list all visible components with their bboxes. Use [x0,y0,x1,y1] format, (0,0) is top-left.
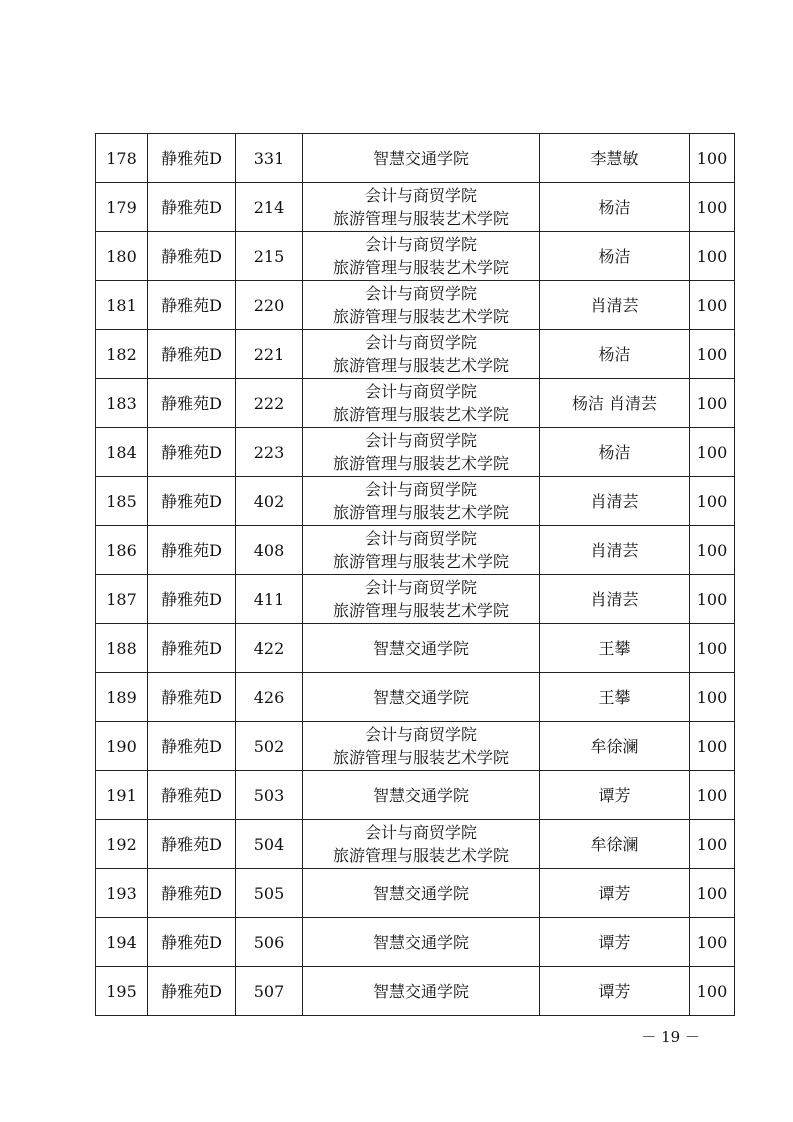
cell-number: 186 [96,526,148,575]
table-row [96,918,735,967]
cell-person: 李慧敏 [540,134,690,183]
cell-building: 静雅苑D [148,477,236,526]
cell-building: 静雅苑D [148,281,236,330]
cell-college [303,477,540,526]
cell-number: 184 [96,428,148,477]
cell-person: 杨洁 [540,428,690,477]
cell-score: 100 [690,477,735,526]
cell-room: 214 [236,183,303,232]
cell-score: 100 [690,428,735,477]
table-row [96,183,735,232]
cell-number: 194 [96,918,148,967]
cell-room: 504 [236,820,303,869]
cell-building: 静雅苑D [148,183,236,232]
cell-room: 215 [236,232,303,281]
table-row [96,281,735,330]
college-name: 会计与商贸学院 [364,382,477,401]
cell-number: 191 [96,771,148,820]
cell-number: 193 [96,869,148,918]
cell-room: 220 [236,281,303,330]
college-name: 会计与商贸学院 [364,823,477,842]
college-name: 会计与商贸学院 [364,235,477,254]
table-row [96,624,735,673]
cell-college [303,134,540,183]
college-name: 智慧交通学院 [372,148,469,168]
cell-college [303,771,540,820]
cell-building: 静雅苑D [148,624,236,673]
dormitory-score-table [95,133,735,1016]
cell-person: 杨洁 [540,330,690,379]
table-row [96,869,735,918]
college-name: 智慧交通学院 [372,981,469,1001]
cell-person: 肖清芸 [540,477,690,526]
table-row [96,330,735,379]
cell-college [303,281,540,330]
cell-person: 杨洁 [540,232,690,281]
cell-college [303,428,540,477]
cell-person: 杨洁 [540,183,690,232]
college-name: 旅游管理与服装艺术学院 [332,307,509,326]
cell-room: 503 [236,771,303,820]
college-name: 会计与商贸学院 [364,284,477,303]
cell-building: 静雅苑D [148,526,236,575]
cell-college [303,379,540,428]
cell-room: 222 [236,379,303,428]
cell-person: 肖清芸 [540,281,690,330]
cell-college [303,918,540,967]
cell-person: 谭芳 [540,967,690,1016]
cell-room: 402 [236,477,303,526]
cell-number: 182 [96,330,148,379]
cell-building: 静雅苑D [148,722,236,771]
cell-room: 411 [236,575,303,624]
cell-building: 静雅苑D [148,330,236,379]
college-name: 会计与商贸学院 [364,578,477,597]
college-name: 智慧交通学院 [372,883,469,903]
cell-building: 静雅苑D [148,575,236,624]
college-name: 旅游管理与服装艺术学院 [332,454,509,473]
cell-building: 静雅苑D [148,967,236,1016]
cell-room: 505 [236,869,303,918]
cell-person: 王攀 [540,673,690,722]
college-name: 智慧交通学院 [372,785,469,805]
college-name: 智慧交通学院 [372,932,469,952]
cell-number: 189 [96,673,148,722]
cell-score: 100 [690,624,735,673]
cell-person: 王攀 [540,624,690,673]
table-row [96,428,735,477]
cell-college [303,673,540,722]
college-name: 旅游管理与服装艺术学院 [332,846,509,865]
table-row [96,820,735,869]
cell-score: 100 [690,967,735,1016]
cell-number: 188 [96,624,148,673]
cell-person: 肖清芸 [540,526,690,575]
cell-college [303,869,540,918]
table-row [96,379,735,428]
cell-college [303,526,540,575]
college-name: 旅游管理与服装艺术学院 [332,503,509,522]
table-row [96,232,735,281]
college-name: 旅游管理与服装艺术学院 [332,748,509,767]
table-row [96,722,735,771]
cell-score: 100 [690,134,735,183]
cell-building: 静雅苑D [148,673,236,722]
cell-room: 506 [236,918,303,967]
cell-person: 谭芳 [540,869,690,918]
cell-number: 187 [96,575,148,624]
cell-number: 181 [96,281,148,330]
cell-score: 100 [690,673,735,722]
cell-college [303,967,540,1016]
college-name: 会计与商贸学院 [364,480,477,499]
cell-score: 100 [690,869,735,918]
cell-college [303,820,540,869]
cell-score: 100 [690,771,735,820]
cell-building: 静雅苑D [148,134,236,183]
college-name: 旅游管理与服装艺术学院 [332,405,509,424]
cell-building: 静雅苑D [148,771,236,820]
college-name: 智慧交通学院 [372,687,469,707]
college-name: 旅游管理与服装艺术学院 [332,552,509,571]
cell-room: 223 [236,428,303,477]
cell-college [303,575,540,624]
college-name: 旅游管理与服装艺术学院 [332,258,509,277]
cell-score: 100 [690,918,735,967]
table-row [96,673,735,722]
table-body [96,134,735,1016]
cell-score: 100 [690,330,735,379]
cell-person: 牟徐澜 [540,820,690,869]
cell-number: 192 [96,820,148,869]
cell-person: 谭芳 [540,918,690,967]
table-row [96,526,735,575]
cell-building: 静雅苑D [148,918,236,967]
cell-score: 100 [690,232,735,281]
cell-number: 195 [96,967,148,1016]
cell-college [303,722,540,771]
college-name: 会计与商贸学院 [364,529,477,548]
cell-room: 426 [236,673,303,722]
college-name: 旅游管理与服装艺术学院 [332,209,509,228]
cell-room: 502 [236,722,303,771]
cell-score: 100 [690,183,735,232]
cell-room: 507 [236,967,303,1016]
college-name: 会计与商贸学院 [364,725,477,744]
college-name: 会计与商贸学院 [364,431,477,450]
cell-score: 100 [690,575,735,624]
cell-college [303,624,540,673]
cell-person: 谭芳 [540,771,690,820]
cell-college [303,232,540,281]
cell-building: 静雅苑D [148,869,236,918]
cell-room: 221 [236,330,303,379]
cell-room: 408 [236,526,303,575]
cell-number: 183 [96,379,148,428]
cell-college [303,183,540,232]
cell-building: 静雅苑D [148,428,236,477]
college-name: 旅游管理与服装艺术学院 [332,601,509,620]
college-name: 旅游管理与服装艺术学院 [332,356,509,375]
cell-building: 静雅苑D [148,232,236,281]
college-name: 会计与商贸学院 [364,186,477,205]
cell-number: 180 [96,232,148,281]
table-row [96,967,735,1016]
cell-room: 422 [236,624,303,673]
college-name: 会计与商贸学院 [364,333,477,352]
table-row [96,477,735,526]
cell-person: 肖清芸 [540,575,690,624]
cell-number: 190 [96,722,148,771]
cell-person: 杨洁 肖清芸 [540,379,690,428]
table-row [96,771,735,820]
cell-score: 100 [690,820,735,869]
cell-person: 牟徐澜 [540,722,690,771]
page-number: － 19 － [641,1028,700,1046]
cell-number: 179 [96,183,148,232]
cell-room: 331 [236,134,303,183]
college-name: 智慧交通学院 [372,638,469,658]
cell-score: 100 [690,526,735,575]
table-row [96,134,735,183]
cell-college [303,330,540,379]
cell-number: 185 [96,477,148,526]
cell-building: 静雅苑D [148,379,236,428]
cell-number: 178 [96,134,148,183]
cell-score: 100 [690,379,735,428]
cell-building: 静雅苑D [148,820,236,869]
table-row [96,575,735,624]
cell-score: 100 [690,722,735,771]
cell-score: 100 [690,281,735,330]
